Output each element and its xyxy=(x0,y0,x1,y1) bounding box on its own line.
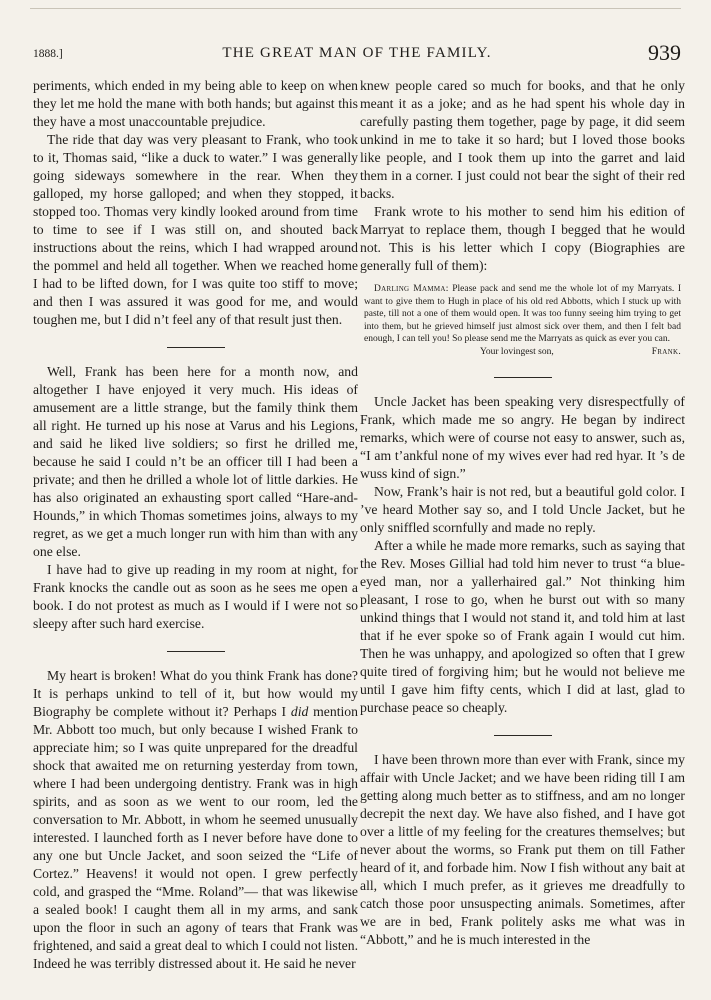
letter-body: Please pack and send me the whole lot of my Marryats. I want to give them to Hugh in place of his old red Abbotts, which I stuck up with paste, till not a one of them would open. It was too funny seeing him trying to get into them, but he grieved himself just almost sick over them, and then I felt bad enough, I can tell you! So please send me the Marryats as quick as ever you can. xyxy=(364,284,681,345)
paragraph: I have had to give up reading in my room at night, for Frank knocks the candle out as soon as he sees me open a book. I do not protest as much as I would if I were not so sleepy after such hard exercise. xyxy=(33,562,358,631)
emphasis: did xyxy=(290,704,309,719)
top-rule xyxy=(30,8,681,9)
header-title: THE GREAT MAN OF THE FAMILY. xyxy=(222,45,492,61)
paragraph: The ride that day was very pleasant to Frank, who took to it, Thomas said, “like a duck to water.” I was generally going sideways somewhere in the rear. When they galloped, my horse galloped; and when they stopped, it stopped too. Thomas very kindly looked around from time to time to see if I was still on, and shouted back instructions about the reins, which I had wrapped around the pommel and held all together. When we reached home I had to be lifted down, for I was quite too stiff to move; and then I was assured it was good for me, and would toughen me, but I did n’t feel any of that result just then. xyxy=(33,132,358,327)
running-header xyxy=(33,42,681,66)
header-year: 1888.] xyxy=(33,48,63,60)
paragraph: knew people cared so much for books, and that he only meant it as a joke; and as he had spent his whole day in carefully pasting them together, page by page, it did seem unkind in me to take it so hard; but I loved those books like people, and I took them up into the garret and laid them in a corner. I just could not bear the sight of their red backs. xyxy=(360,78,685,201)
letter-sign-row xyxy=(364,346,681,359)
paragraph: I have been thrown more than ever with Frank, since my affair with Uncle Jacket; and we have been riding till I am getting along much better as to stiffness, and am no longer decrepit the next day. We have also fished, and I have got over a little of my feeling for the creatures themselves; but never about the worms, so Frank put them on till Father heard of it, and forbade him. Now I fish without any bait at all, which I much prefer, as it grieves me dreadfully to catch those poor unsuspecting animals. Sometimes, after we are in bed, Frank politely asks me what was in “Abbott,” and he is much interested in the xyxy=(360,751,685,947)
paragraph: Frank wrote to his mother to send him his edition of Marryat to replace them, though I begged that he would not. This is his letter which I copy (Biographies are generally full of them): xyxy=(360,204,685,273)
right-column xyxy=(360,77,685,949)
text-run: My heart is broken! What do you think Frank has done? It is perhaps unkind to tell of it, but how would my Biography be complete without it? Perhaps I xyxy=(33,668,358,719)
page-number: 939 xyxy=(648,40,681,65)
left-column xyxy=(33,77,358,973)
paragraph: After a while he made more remarks, such as saying that the Rev. Moses Gillial had told him never to trust “a blue-eyed man, nor a yallerhaired gal.” Not thinking him pleasant, I rose to go, when he burst out with so many unkind things that I would not stand it, and told him at last that if he ever spoke so of Frank again I would cut him. Then he was unhappy, and apologized so often that I grew quite tired of forgiving him; but he would not believe me until I gave him fifty cents, which I did at last, glad to purchase peace so cheaply. xyxy=(360,537,685,715)
paragraph: periments, which ended in my being able to keep on when they let me hold the mane with both hands; but against this they have a most unaccountable prejudice. xyxy=(33,78,358,129)
section-separator xyxy=(494,377,552,378)
quoted-letter xyxy=(364,283,681,359)
section-separator xyxy=(167,347,225,348)
paragraph: Now, Frank’s hair is not red, but a beautiful gold color. I ’ve heard Mother say so, and I told Uncle Jacket, but he only sniffled scornfully and made no reply. xyxy=(360,483,685,535)
letter-salutation: Darling Mamma: xyxy=(374,284,449,294)
paragraph xyxy=(33,667,358,973)
letter-closing: Your lovingest son, xyxy=(479,346,554,357)
letter-signature: Frank. xyxy=(651,346,681,357)
section-separator xyxy=(167,651,225,652)
paragraph: Uncle Jacket has been speaking very disrespectfully of Frank, which made me so angry. He began by indirect remarks, which were of course not easy to answer, such as, “I am t’ankful none of my wives ever had red hyar. It ’s de wuss kind of sign.” xyxy=(360,393,685,481)
section-separator xyxy=(494,735,552,736)
paragraph: Well, Frank has been here for a month now, and altogether I have enjoyed it very much. His ideas of amusement are a little strange, but the family think them all right. He turned up his nose at Varus and his Legions, and said he liked live soldiers; so first he drilled me, because he said I could n’t be an officer till I had been a private; and then he drilled a whole lot of little darkies. He has also originated an exhausting sport called “Hare-and-Hounds,” in which Thomas sometimes joins, always to my regret, as we get a much longer run with him than with any one else. xyxy=(33,364,358,559)
text-run: mention Mr. Abbott too much, but only because I wished Frank to appreciate him; so I was quite unprepared for the dreadful shock that awaited me on returning yesterday from town, where I had been undergoing dentistry. Frank was in high spirits, and as soon as we went to our room, led the conversation to Mr. Abbott, in whom he seemed unusually interested. I launched forth as I never before have done to any one but Uncle Jacket, and soon seized the “Life of Cortez.” Heavens! it would not open. I grew perfectly cold, and grasped the “Mme. Roland”— that was likewise a sealed book! I caught them all in my arms, and sank upon the floor in such an agony of tears that Frank was frightened, and said a great deal to which I could not listen. Indeed he was terribly distressed about it. He said he never xyxy=(33,704,358,971)
